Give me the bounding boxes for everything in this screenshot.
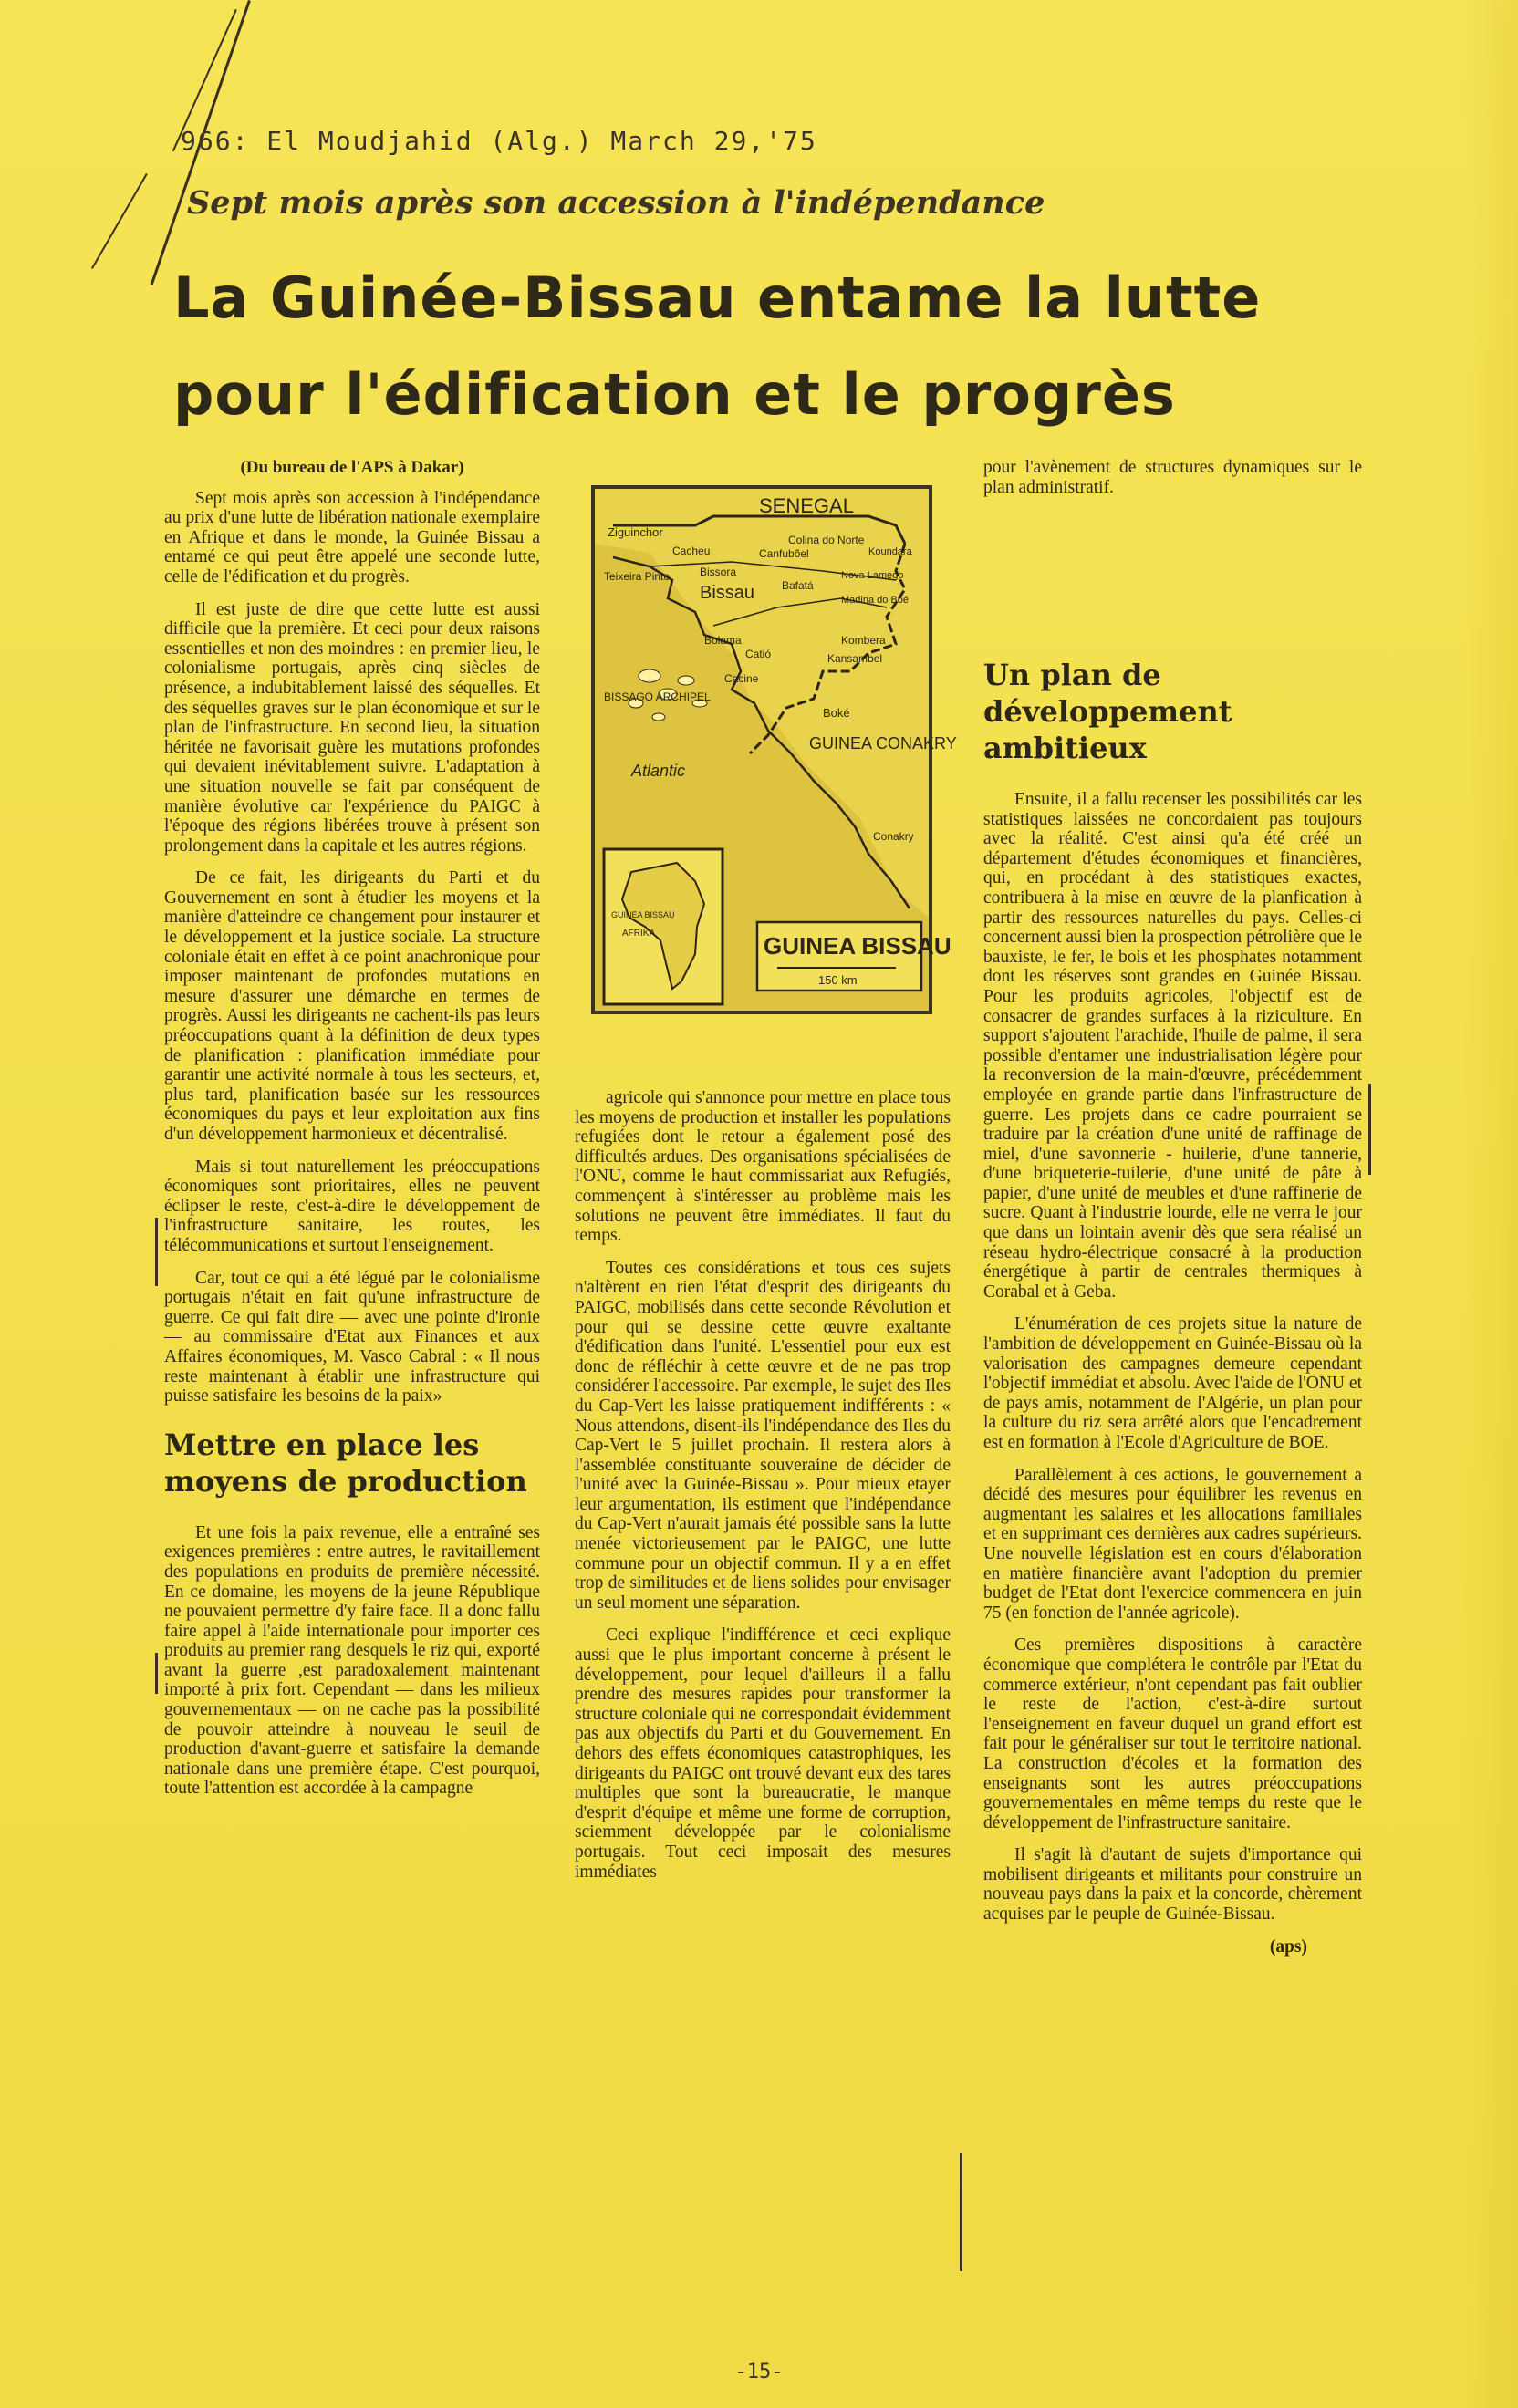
map-title: GUINEA BISSAU: [764, 932, 951, 960]
kicker: Sept mois après son accession à l'indépendance: [187, 184, 1045, 222]
paragraph: L'énumération de ces projets situe la nature de l'ambition de développement en Guinée-Bissau où la valorisation des campagnes demeure cependant l'objectif immédiat et absolu. Avec l'aide de l'ONU et de pays amis, notamment de l'Algérie, un plan pour la culture du riz sera arrêté alors que l'encadrement est en formation à l'Ecole d'Agriculture de BOE.: [983, 1314, 1362, 1452]
map-svg: [595, 489, 957, 1011]
map-label-senegal: SENEGAL: [759, 494, 854, 517]
map-label-teixeira: Teixeira Pinto: [604, 570, 671, 583]
column-3: [983, 657, 1362, 1969]
map-label-koundara: Koundara: [868, 546, 912, 557]
headline-line-1: La Guinée-Bissau entame la lutte: [173, 265, 1262, 331]
paragraph: agricole qui s'annonce pour mettre en place tous les moyens de production et installer les populations refugiées dont le retour a également posé des difficultés ardues. Des organisations spécialisées de l'ONU, comme le haut commissariat aux Refugiés, commençent à s'intéresser au problème mais les solutions ne peuvent être immédiates. Il faut du temps.: [575, 1088, 951, 1246]
map-label-bissora: Bissora: [700, 566, 737, 578]
map-label-conakry: Conakry: [873, 830, 914, 843]
paragraph: Ceci explique l'indifférence et ceci explique aussi que le plus important concerne à présent le développement, pour lequel d'ailleurs il a fallu prendre des mesures rapides pour transformer la structure coloniale qui ne correspondait évidemment pas aux objectifs du Parti et du Gouvernement. En dehors des effets économiques catastrophiques, les dirigeants du PAIGC ont trouvé devant eux des tares multiples que sont la bureaucratie, le manque d'esprit d'équipe et même une forme de corruption, sciemment développée par le colonialisme portugais. Tout ceci imposait des mesures immédiates: [575, 1625, 951, 1882]
margin-mark: [960, 2153, 962, 2271]
map-label-madina: Madina do Boé: [841, 595, 909, 606]
column-2: [575, 1088, 951, 1894]
map-label-bafata: Bafatá: [782, 579, 814, 592]
paragraph: Il s'agit là d'autant de sujets d'importance qui mobilisent dirigeants et militants pour construire un nouveau pays dans la paix et la concorde, chèrement acquises par le peuple de Guinée-Bissau.: [983, 1845, 1362, 1925]
paragraph: Il est juste de dire que cette lutte est aussi difficile que la première. Et ceci pour deux raisons essentielles et non des moindres : en premier lieu, le colonialisme portugais, après cinq siècles de présence, a indubitablement laissé des séquelles. Et des séquelles graves sur le plan économique et sur le plan de l'infrastructure. En second lieu, la situation héritée ne favorisait guère les mutations profondes qui devaient inévitablement suivre. L'adaptation à une situation nouvelle se fait par conséquent de manière évolutive car l'expérience du PAIGC à l'époque des régions libérées trouve à présent son prolongement dans la capitale et les autres régions.: [164, 599, 540, 856]
map-guinea-bissau: [591, 485, 957, 1014]
map-label-colina: Colina do Norte: [788, 534, 865, 546]
map-scale: 150 km: [818, 973, 858, 987]
page-edge-shade: [1463, 0, 1518, 2408]
map-label-cacine: Cacine: [724, 672, 759, 685]
source-line: 966: El Moudjahid (Alg.) March 29,'75: [181, 126, 817, 156]
headline-line-2: pour l'édification et le progrès: [173, 361, 1176, 428]
subhead-production: Mettre en place les moyens de production: [164, 1427, 527, 1499]
margin-mark: [155, 1218, 158, 1286]
map-label-canfuboel: Canfubõel: [759, 547, 809, 560]
map-label-kansambel: Kansambel: [827, 652, 883, 665]
map-label-bissau: Bissau: [700, 583, 755, 603]
paragraph: Et une fois la paix revenue, elle a entraîné ses exigences premières : entre autres, le ravitaillement des populations en produits de première nécessité. En ce domaine, les moyens de la jeune République ne pouvaient permettre d'y faire face. Il a donc fallu faire appel à l'aide internationale pour importer ces produits au premier rang desquels le riz qui, exporté avant la guerre ,est paradoxalement maintenant importé à prix fort. Cependant — dans les milieux gouvernementaux — on ne cache pas la possibilité de pouvoir atteindre à nouveau le seuil de production d'avant-guerre et satisfaire la demande nationale dans une première étape. C'est pourquoi, toute l'attention est accordée à la campagne: [164, 1522, 540, 1799]
paragraph: pour l'avènement de structures dynamiques sur le plan administratif.: [983, 458, 1362, 497]
paragraph: Ces premières dispositions à caractère économique que complétera le contrôle par l'Etat du commerce extérieur, n'ont cependant pas fait oublier le reste de l'action, c'est-à-dire surtout l'enseignement en faveur duquel un grand effort est fait pour le généraliser sur tout le territoire national. La construction d'écoles et la formation des enseignants sont les autres préoccupations gouvernementales en même temps du reste que le développement de l'infrastructure sanitaire.: [983, 1635, 1362, 1832]
map-label-catio: Catió: [745, 648, 772, 660]
subhead-plan: Un plan de développement ambitieux: [983, 658, 1232, 765]
map-label-ziguinchor: Ziguinchor: [608, 525, 663, 539]
column-3-top: [983, 458, 1362, 510]
page-number: -15-: [734, 2361, 784, 2383]
map-inset-continent: AFRIKA: [622, 929, 656, 939]
margin-mark: [1368, 1084, 1371, 1175]
byline: (Du bureau de l'APS à Dakar): [240, 458, 464, 477]
map-inset-country: GUINEA BISSAU: [611, 910, 675, 919]
map-label-boke: Boké: [823, 706, 850, 720]
column-1: [164, 458, 540, 1811]
paragraph: Sept mois après son accession à l'indépendance au prix d'une lutte de libération nationale exemplaire en Afrique et dans le monde, la Guinée Bissau a entamé ce qui peut être appelé une seconde lutte, celle de l'édification et du progrès.: [164, 488, 540, 586]
map-label-cacheu: Cacheu: [672, 545, 711, 557]
map-label-atlantic: Atlantic: [631, 762, 686, 780]
map-label-bolama: Bolama: [704, 634, 742, 647]
paragraph: Mais si tout naturellement les préoccupations économiques sont prioritaires, elles ne peuvent éclipser le reste, c'est-à-dire le développement de l'infrastructure sanitaire, les routes, les télécommunications et surtout l'enseignement.: [164, 1157, 540, 1255]
paragraph: Toutes ces considérations et tous ces sujets n'altèrent en rien l'état d'esprit des dirigeants du PAIGC, mobilisés dans cette seconde Révolution et pour qui se dessine cette œuvre exaltante d'édification dans l'unité. L'essentiel pour eux est donc de réfléchir à cette œuvre et de ne pas trop considérer l'accessoire. Par exemple, le sujet des Iles du Cap-Vert les laisse pratiquement indifférents : « Nous attendons, disent-ils l'indépendance des Iles du Cap-Vert le 5 juillet prochain. Il restera alors à l'assemblée constituante souveraine de décider de l'unité avec la Guinée-Bissau ». Pour mieux etayer leur argumentation, ils estiment que l'indépendance du Cap-Vert n'aurait jamais été possible sans la lutte menée victorieusement par le PAIGC, une lutte commune pour un objectif commun. Il y a en effet trop de similitudes et de liens solides pour envisager un seul moment une séparation.: [575, 1258, 951, 1613]
map-label-guinea-conakry: GUINEA CONAKRY: [809, 734, 957, 752]
paragraph: Parallèlement à ces actions, le gouvernement a décidé des mesures pour équilibrer les revenus en augmentant les salaires et les allocations familiales et en supprimant ces dernières aux cadres supérieurs. Une nouvelle législation est en cours d'élaboration en matière financière avant l'adoption du premier budget de l'Etat dont l'exercice commencera en juin 75 (en fonction de l'année agricole).: [983, 1465, 1362, 1623]
paragraph: De ce fait, les dirigeants du Parti et du Gouvernement en sont à étudier les moyens et la manière d'atteindre ce changement pour instaurer et le développement et la justice sociale. La structure coloniale était en effet à ce point anachronique pour imposer maintenant de profondes mutations en mesure d'assurer une démarche en termes de progrès. Aussi les dirigeants ne cachent-ils pas leurs préoccupations quant à la définition de deux types de planification : planification immédiate pour garantir une activité normale à tous les secteurs, et, plus tard, planification basée sur les ressources économiques du pays et leur exploitation aux fins d'un développement harmonieux et décentralisé.: [164, 868, 540, 1144]
map-label-nova-lamego: Nova Lamego: [841, 570, 904, 581]
signoff: (aps): [1269, 1936, 1307, 1956]
margin-mark: [155, 1653, 158, 1694]
paragraph: Ensuite, il a fallu recenser les possibilités car les statistiques laissées ne concordaient pas toujours avec la réalité. C'est ainsi qu'a été créé un département d'études économiques et financières, qui, en procédant à des statistiques exactes, contribuera à la mise en œuvre de la planfication à partir des ressources naturelles du pays. Celles-ci concernent aussi bien la prospection pétrolière que le bauxiste, le fer, le bois et les phosphates notamment dont les réserves sont grandes en Guinée Bissau. Pour les produits agricoles, l'objectif est de consacrer de grandes surfaces à la riziculture. En support s'ajoutent l'arachide, l'huile de palme, il sera possible d'entamer une industrialisation légère pour la reconversion de la main-d'œuvre, précédemment employée en grande partie dans l'infrastructure de guerre. Les projets dans ce cadre pourraient se traduire par la création d'une unité de raffinage de miel, d'une savonnerie - huilerie, d'une tannerie, d'une briqueterie-tuilerie, d'une unité de pâte à papier, d'une unité de meubles et d'une raffinerie de sucre. Quant à l'industrie lourde, elle ne verra le jour que dans un lointain avenir dès que sera réalisé un réseau hydro-électrique consacré à la production énergétique à partir de centrales thermiques à Corabal et à Geba.: [983, 790, 1362, 1302]
paragraph: Car, tout ce qui a été légué par le colonialisme portugais n'était en fait qu'une infrastructure de guerre. Ce qui fait dire — avec une pointe d'ironie — au commissaire d'Etat aux Finances et aux Affaires économiques, M. Vasco Cabral : « Il nous reste maintenant à établir une infrastructure qui puisse satisfaire les besoins de la paix»: [164, 1268, 540, 1406]
map-label-bissago: BISSAGO ARCHIPEL: [604, 690, 711, 703]
map-label-kombera: Kombera: [841, 634, 886, 647]
